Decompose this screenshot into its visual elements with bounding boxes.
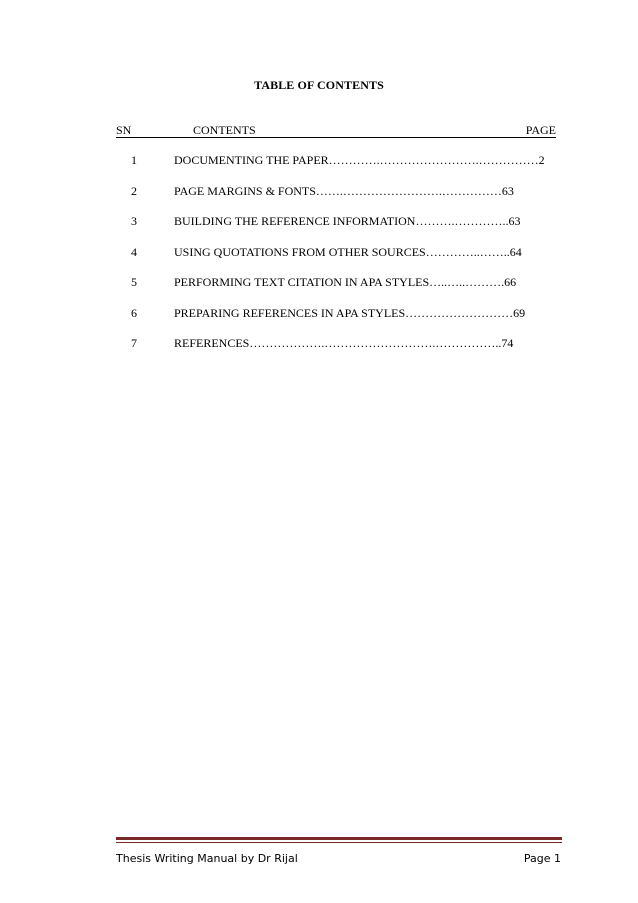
toc-entry-title[interactable]: REFERENCES……………….……………………….……………..74 bbox=[174, 336, 514, 350]
column-header-page: PAGE bbox=[525, 123, 556, 137]
column-header-contents: CONTENTS bbox=[193, 123, 256, 137]
toc-entry-number: 4 bbox=[131, 244, 137, 259]
toc-entry-title[interactable]: PERFORMING TEXT CITATION IN APA STYLES…..…..……….66 bbox=[174, 275, 517, 289]
toc-list bbox=[116, 153, 561, 367]
toc-entry-title[interactable]: PREPARING REFERENCES IN APA STYLES………………………69 bbox=[174, 305, 526, 320]
footer-document-title: Thesis Writing Manual by Dr Rijal bbox=[116, 852, 298, 865]
toc-entry-title[interactable]: BUILDING THE REFERENCE INFORMATION……….…………..63 bbox=[174, 214, 521, 228]
toc-entry-number: 7 bbox=[131, 336, 137, 350]
toc-entry-title[interactable]: USING QUOTATIONS FROM OTHER SOURCES…………..……..64 bbox=[174, 244, 522, 259]
page-title: TABLE OF CONTENTS bbox=[254, 78, 384, 92]
toc-entry-title[interactable]: PAGE MARGINS & FONTS…….…………………….……………63 bbox=[174, 183, 514, 198]
header-divider bbox=[116, 137, 556, 138]
column-header-sn: SN bbox=[116, 123, 132, 137]
toc-entry[interactable] bbox=[116, 336, 561, 367]
toc-entry[interactable] bbox=[116, 245, 561, 276]
toc-entry-number: 6 bbox=[131, 305, 137, 320]
toc-entry-number: 3 bbox=[131, 214, 137, 228]
toc-entry[interactable] bbox=[116, 306, 561, 337]
toc-entry-number: 2 bbox=[131, 183, 137, 198]
footer-divider-thick bbox=[116, 837, 562, 840]
toc-entry-number: 5 bbox=[131, 275, 137, 289]
footer-divider-thin bbox=[116, 842, 562, 843]
toc-entry[interactable] bbox=[116, 214, 561, 245]
toc-entry[interactable] bbox=[116, 153, 561, 184]
footer-page-number: Page 1 bbox=[523, 852, 561, 865]
toc-entry[interactable] bbox=[116, 184, 561, 215]
toc-entry-number: 1 bbox=[131, 153, 137, 167]
toc-entry-title[interactable]: DOCUMENTING THE PAPER………….…………………….……………2 bbox=[174, 153, 545, 167]
toc-entry[interactable] bbox=[116, 275, 561, 306]
